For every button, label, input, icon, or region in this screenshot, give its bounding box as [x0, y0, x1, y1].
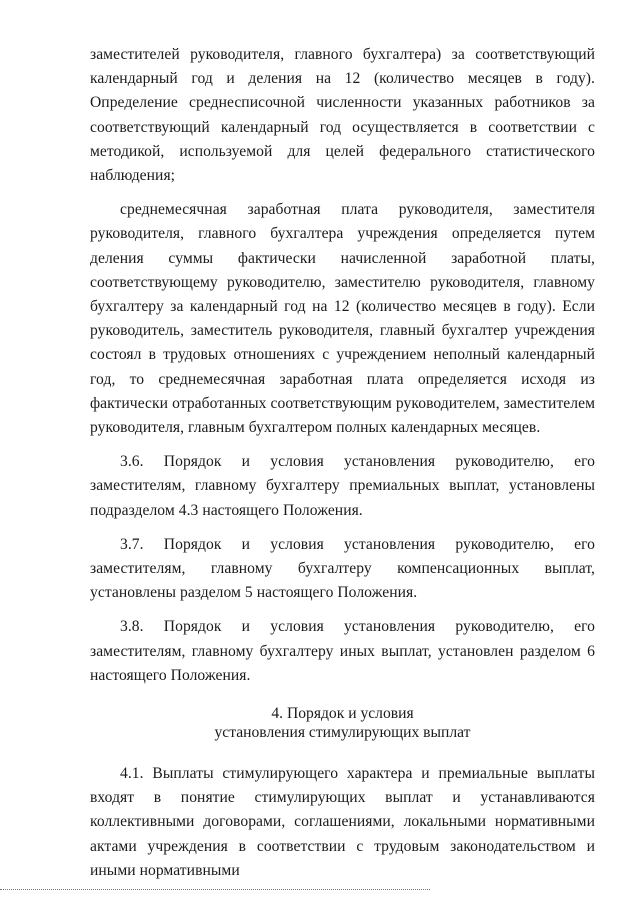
section-heading-line-2: установления стимулирующих выплат [214, 724, 471, 742]
section-heading-line-1: 4. Порядок и условия [271, 705, 414, 723]
paragraph-3-8: 3.8. Порядок и условия установления руководителю, его заместителям, главному бухгалтеру иных выплат, установлен разделом 6 настоящего Положения. [90, 618, 595, 684]
paragraph-4-1: 4.1. Выплаты стимулирующего характера и премиальные выплаты входят в понятие стимулирующих выплат и устанавливаются коллективными договорами, соглашениями, локальными нормативными актами учреждения в соответствии с трудовым законодательством и иными нормативными [90, 765, 595, 879]
document-page [90, 43, 595, 883]
paragraph-continuation: заместителей руководителя, главного бухгалтера) за соответствующий календарный год и деления на 12 (количество месяцев в году). Определение среднесписочной численности указанных работников за соответствующий календарный год осуществляется в соответствии с методикой, используемой для целей федерального статистического наблюдения; [90, 46, 595, 185]
paragraph-3-6: 3.6. Порядок и условия установления руководителю, его заместителям, главному бухгалтеру премиальных выплат, установлены подразделом 4.3 настоящего Положения. [90, 453, 595, 519]
paragraph-average-salary: среднемесячная заработная плата руководителя, заместителя руководителя, главного бухгалтера учреждения определяется путем деления суммы фактически начисленной заработной платы, соответствующему руководителю, заместителю руководителя, главному бухгалтеру за календарный год на 12 (количество месяцев в году). Если руководитель, заместитель руководителя, главный бухгалтер учреждения состоял в трудовых отношениях с учреждением неполный календарный год, то среднемесячная заработная плата определяется исходя из фактически отработанных соответствующим руководителем, заместителем руководителя, главным бухгалтером полных календарных месяцев. [90, 201, 595, 437]
section-heading [90, 704, 595, 742]
footer-dotted-rule [0, 889, 430, 890]
paragraph-3-7: 3.7. Порядок и условия установления руководителю, его заместителям, главному бухгалтеру компенсационных выплат, установлены разделом 5 настоящего Положения. [90, 535, 595, 602]
